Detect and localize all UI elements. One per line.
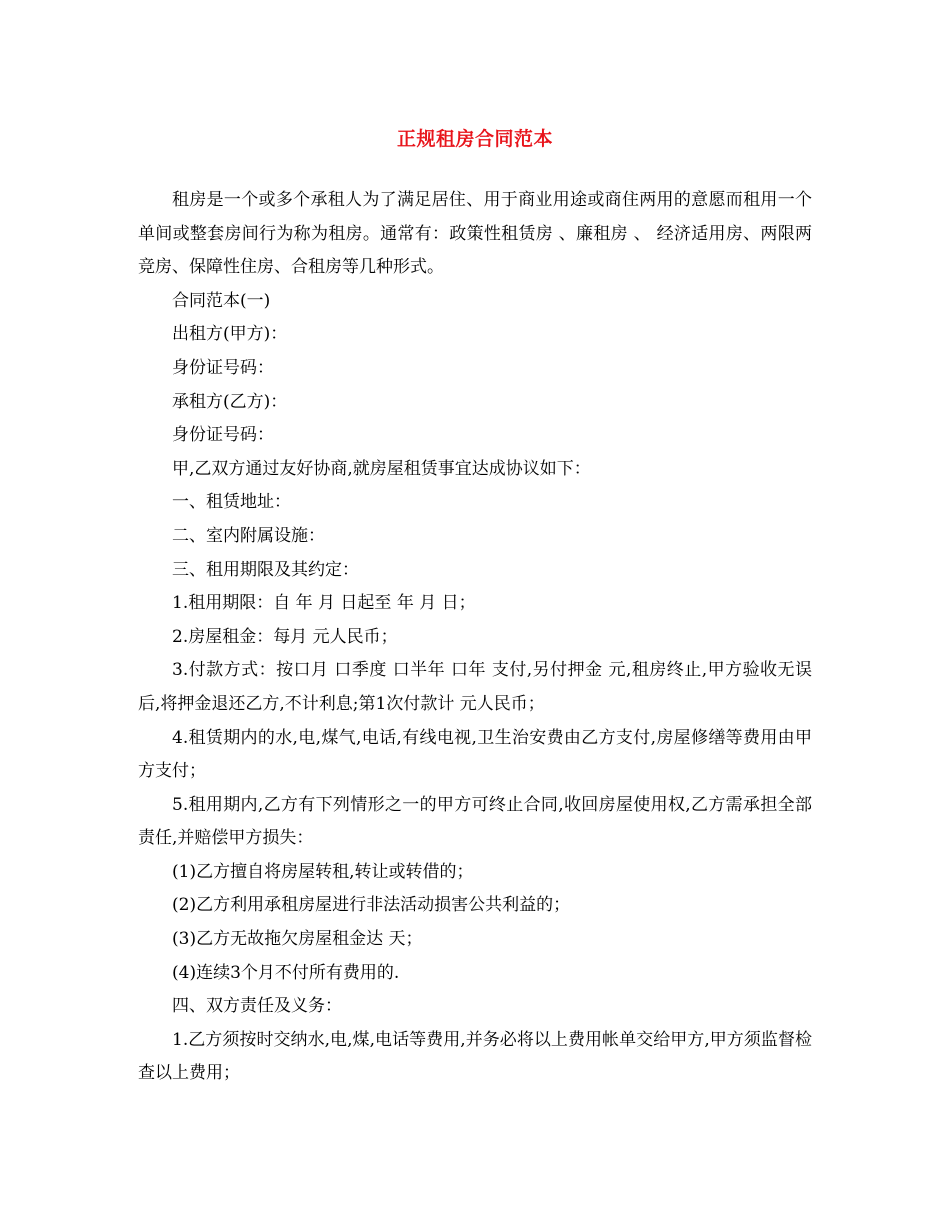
clause-3-5-2: (2)乙方利用承租房屋进行非法活动损害公共利益的； [172, 895, 571, 916]
lessee-id-line: 身份证号码： [172, 425, 274, 446]
section-4-heading: 四、双方责任及义务： [172, 996, 342, 1017]
intro-paragraph: 租房是一个或多个承租人为了满足居住、用于商业用途或商住两用的意愿而租用一个单间或整套房间行为称为租房。通常有：政策性租赁房 、廉租房 、 经济适用房、两限两竞房、保障性住房、合租房等几种形式。 [138, 190, 812, 278]
agreement-intro: 甲,乙双方通过友好协商,就房屋租赁事宜达成协议如下： [172, 458, 591, 479]
clause-3-2: 2.房屋租金：每月 元人民币； [172, 626, 398, 647]
lessor-id-line: 身份证号码： [172, 357, 274, 378]
contract-sample-heading: 合同范本(一) [172, 290, 271, 311]
lessee-line: 承租方(乙方)： [172, 391, 288, 412]
clause-3-1: 1.租用期限：自 年 月 日起至 年 月 日； [172, 593, 476, 614]
lessor-line: 出租方(甲方)： [172, 324, 288, 345]
clause-3-5-4: (4)连续3个月不付所有费用的. [172, 962, 400, 983]
clause-3-3: 3.付款方式：按口月 口季度 口半年 口年 支付,另付押金 元,租房终止,甲方验收无误后,将押金退还乙方,不计利息;第1次付款计 元人民币； [138, 660, 812, 714]
section-3-heading: 三、租用期限及其约定： [172, 559, 359, 580]
clause-4-1: 1.乙方须按时交纳水,电,煤,电话等费用,并务必将以上费用帐单交给甲方,甲方须监督检查以上费用； [138, 1029, 812, 1084]
document-body [138, 184, 812, 1091]
section-2-heading: 二、室内附属设施： [172, 525, 325, 546]
document-title: 正规租房合同范本 [396, 128, 553, 150]
clause-3-5-3: (3)乙方无故拖欠房屋租金达 天； [172, 929, 423, 950]
clause-3-5-1: (1)乙方擅自将房屋转租,转让或转借的； [172, 861, 474, 882]
clause-3-4: 4.租赁期内的水,电,煤气,电话,有线电视,卫生治安费由乙方支付,房屋修缮等费用由甲方支付； [138, 727, 812, 782]
section-1-heading: 一、租赁地址： [172, 492, 291, 513]
clause-3-5: 5.租用期内,乙方有下列情形之一的甲方可终止合同,收回房屋使用权,乙方需承担全部责任,并赔偿甲方损失： [138, 794, 812, 849]
